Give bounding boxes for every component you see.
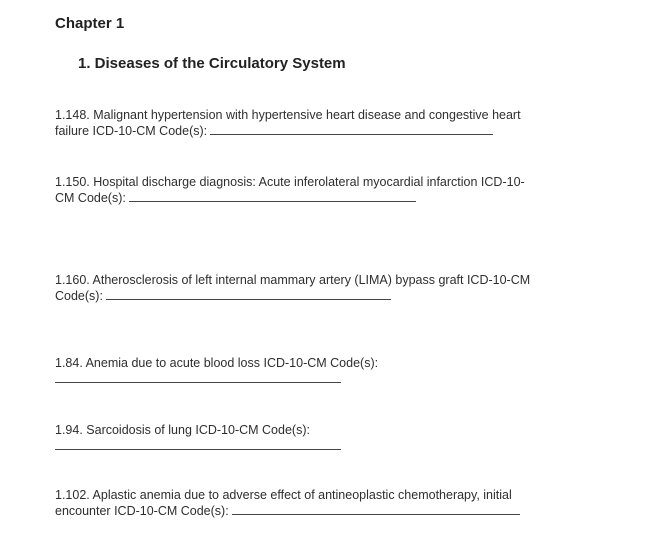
question-text-line1: 1.160. Atherosclerosis of left internal mammary artery (LIMA) bypass graft ICD-10-CM	[55, 273, 531, 287]
question-text-line2	[55, 190, 615, 206]
answer-blank[interactable]	[232, 503, 520, 515]
question-item	[55, 423, 615, 450]
answer-blank[interactable]	[129, 190, 416, 202]
question-text: failure ICD-10-CM Code(s):	[55, 124, 208, 138]
question-text-line1: 1.94. Sarcoidosis of lung ICD-10-CM Code(s):	[55, 423, 310, 437]
question-text: Code(s):	[55, 289, 103, 303]
answer-blank[interactable]	[210, 123, 493, 135]
question-text-line1: 1.102. Aplastic anemia due to adverse effect of antineoplastic chemotherapy, initial	[55, 488, 512, 502]
question-item	[55, 273, 615, 304]
answer-blank[interactable]	[55, 448, 341, 450]
question-text: encounter ICD-10-CM Code(s):	[55, 504, 229, 518]
question-text-line2	[55, 503, 615, 519]
question-text-line1: 1.148. Malignant hypertension with hypertensive heart disease and congestive heart	[55, 108, 521, 122]
question-item	[55, 108, 615, 139]
question-text-line1: 1.150. Hospital discharge diagnosis: Acute inferolateral myocardial infarction ICD-10-	[55, 175, 525, 189]
question-text: CM Code(s):	[55, 191, 126, 205]
question-item	[55, 175, 615, 206]
question-text-line1: 1.84. Anemia due to acute blood loss ICD-10-CM Code(s):	[55, 356, 379, 370]
question-text-line2	[55, 123, 615, 139]
section-heading: 1. Diseases of the Circulatory System	[78, 55, 346, 72]
question-item	[55, 488, 615, 519]
question-item	[55, 356, 615, 383]
answer-blank[interactable]	[55, 381, 341, 383]
answer-blank[interactable]	[106, 288, 391, 300]
question-text-line2	[55, 288, 615, 304]
chapter-heading: Chapter 1	[55, 15, 125, 32]
